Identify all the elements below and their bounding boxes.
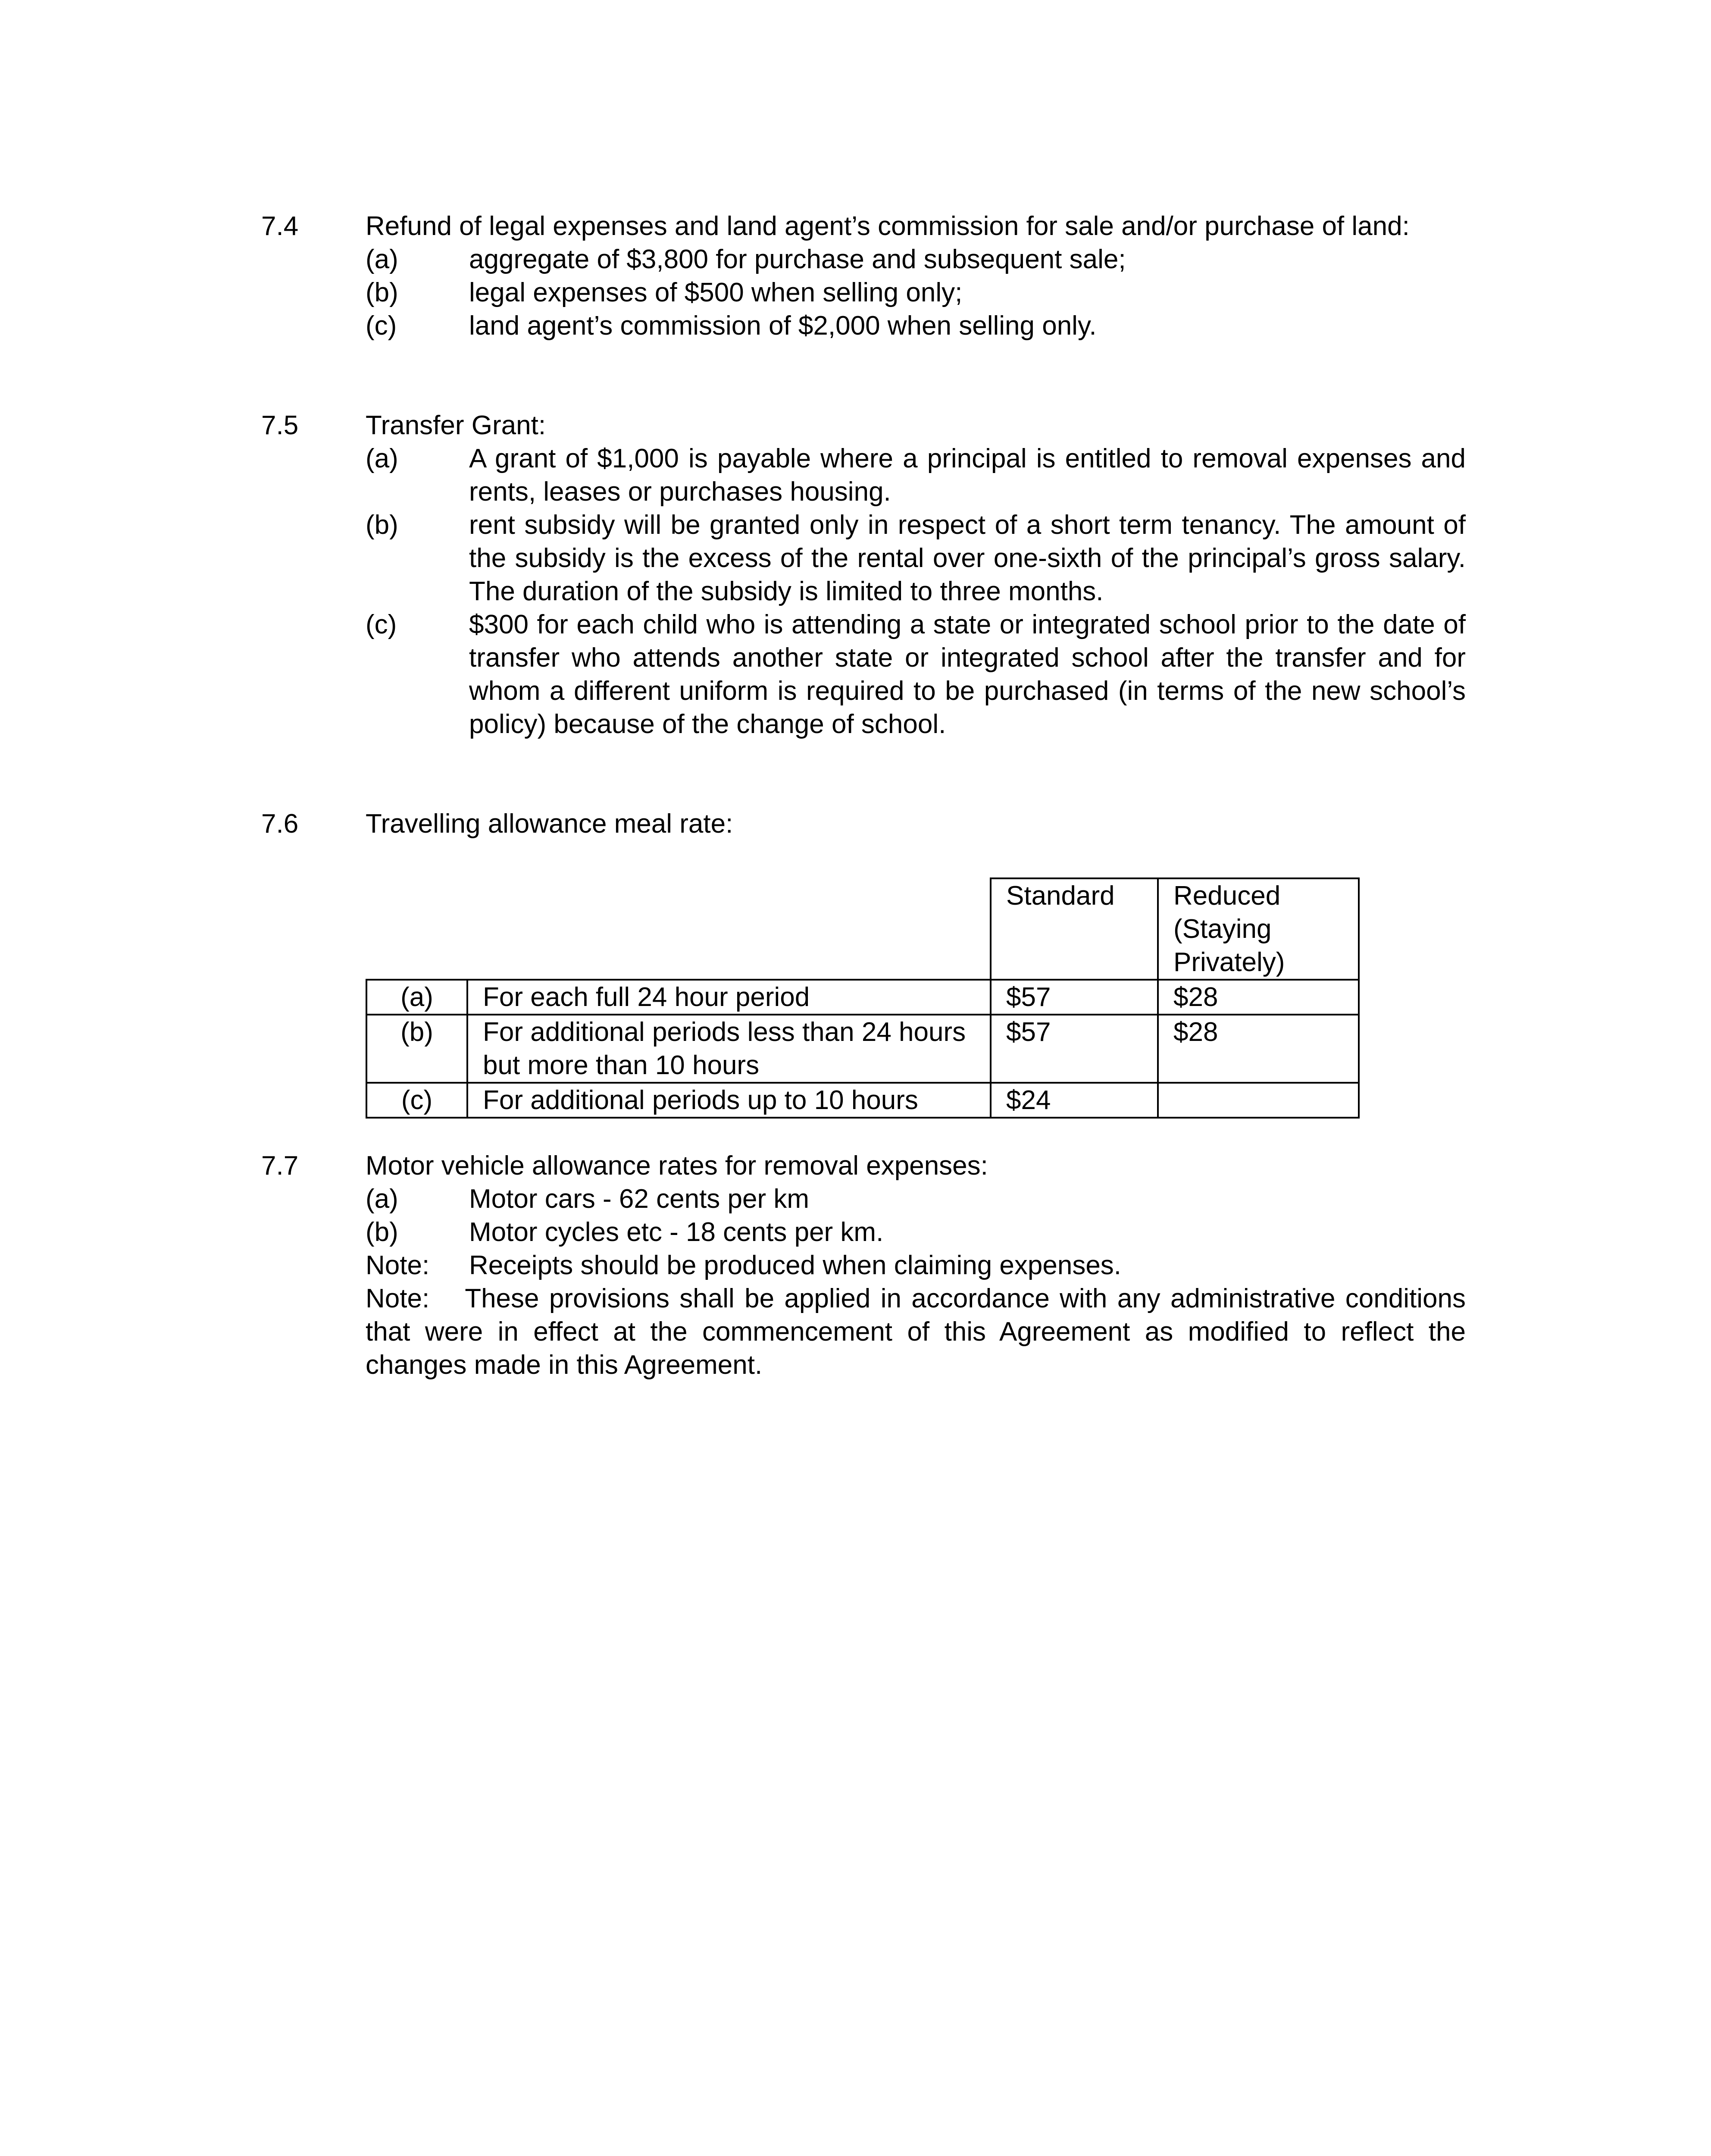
row-standard-rate: $24 <box>991 1083 1158 1118</box>
list-item <box>366 309 1466 342</box>
row-description: For additional periods less than 24 hours but more than 10 hours <box>467 1015 991 1083</box>
note-text: These provisions shall be applied in accordance with any administrative conditions that were in effect at the commencement of this Agreement as modified to reflect the changes made in this Agreement. <box>366 1284 1466 1380</box>
table-empty-cell <box>467 878 991 980</box>
row-label: (b) <box>366 1015 467 1083</box>
item-label: (b) <box>366 510 398 540</box>
section-heading: Transfer Grant: <box>366 411 546 440</box>
row-standard-rate: $57 <box>991 1015 1158 1083</box>
list-item <box>366 1216 1466 1249</box>
section-heading: Refund of legal expenses and land agent’s commission for sale and/or purchase of land: <box>366 211 1410 241</box>
list-item <box>366 243 1466 276</box>
table-row <box>366 1083 1359 1118</box>
item-text: land agent’s commission of $2,000 when selling only. <box>469 311 1097 341</box>
row-label: (c) <box>366 1083 467 1118</box>
list-item <box>366 1249 1466 1282</box>
item-label: (a) <box>366 444 398 473</box>
section-number: 7.5 <box>261 411 299 440</box>
item-text: aggregate of $3,800 for purchase and subsequent sale; <box>469 244 1126 274</box>
note-label: Note: <box>366 1284 430 1313</box>
table-row <box>366 980 1359 1015</box>
table-row <box>366 1015 1359 1083</box>
meal-rate-table <box>366 877 1360 1119</box>
row-description: For each full 24 hour period <box>467 980 991 1015</box>
item-text: legal expenses of $500 when selling only; <box>469 278 963 307</box>
section-number: 7.6 <box>261 809 299 839</box>
item-text: Receipts should be produced when claiming expenses. <box>469 1250 1122 1280</box>
item-label: (a) <box>366 1184 398 1214</box>
row-reduced-rate <box>1158 1083 1359 1118</box>
list-item <box>366 608 1466 741</box>
item-text: rent subsidy will be granted only in respect of a short term tenancy. The amount of the subsidy is the excess of the rental over one-sixth of the principal’s gross salary. The duration of the subsidy is limited to three months. <box>469 510 1466 606</box>
item-text: Motor cars - 62 cents per km <box>469 1184 810 1214</box>
row-standard-rate: $57 <box>991 980 1158 1015</box>
item-label: (b) <box>366 278 398 307</box>
table-empty-cell <box>366 878 467 980</box>
header-reduced: Reduced (Staying Privately) <box>1158 878 1359 980</box>
section-heading: Motor vehicle allowance rates for removal expenses: <box>366 1151 988 1181</box>
list-item <box>366 276 1466 309</box>
item-text: Motor cycles etc - 18 cents per km. <box>469 1217 884 1247</box>
table-header-row <box>366 878 1359 980</box>
row-label: (a) <box>366 980 467 1015</box>
section-number: 7.7 <box>261 1151 299 1181</box>
list-item <box>366 1182 1466 1216</box>
item-text: $300 for each child who is attending a state or integrated school prior to the date of transfer who attends another state or integrated school after the transfer and for whom a different uniform is required to be purchased (in terms of the new school’s policy) because of the change of school. <box>469 610 1466 739</box>
note-paragraph <box>366 1282 1466 1382</box>
list-item <box>366 442 1466 508</box>
row-reduced-rate: $28 <box>1158 1015 1359 1083</box>
item-text: A grant of $1,000 is payable where a principal is entitled to removal expenses and rents, leases or purchases housing. <box>469 444 1466 507</box>
item-label: (a) <box>366 244 398 274</box>
section-heading: Travelling allowance meal rate: <box>366 809 733 839</box>
row-reduced-rate: $28 <box>1158 980 1359 1015</box>
item-label: (b) <box>366 1217 398 1247</box>
list-item <box>366 508 1466 608</box>
section-number: 7.4 <box>261 211 299 241</box>
item-label: (c) <box>366 610 397 639</box>
header-standard: Standard <box>991 878 1158 980</box>
item-label: Note: <box>366 1250 430 1280</box>
item-label: (c) <box>366 311 397 341</box>
row-description: For additional periods up to 10 hours <box>467 1083 991 1118</box>
